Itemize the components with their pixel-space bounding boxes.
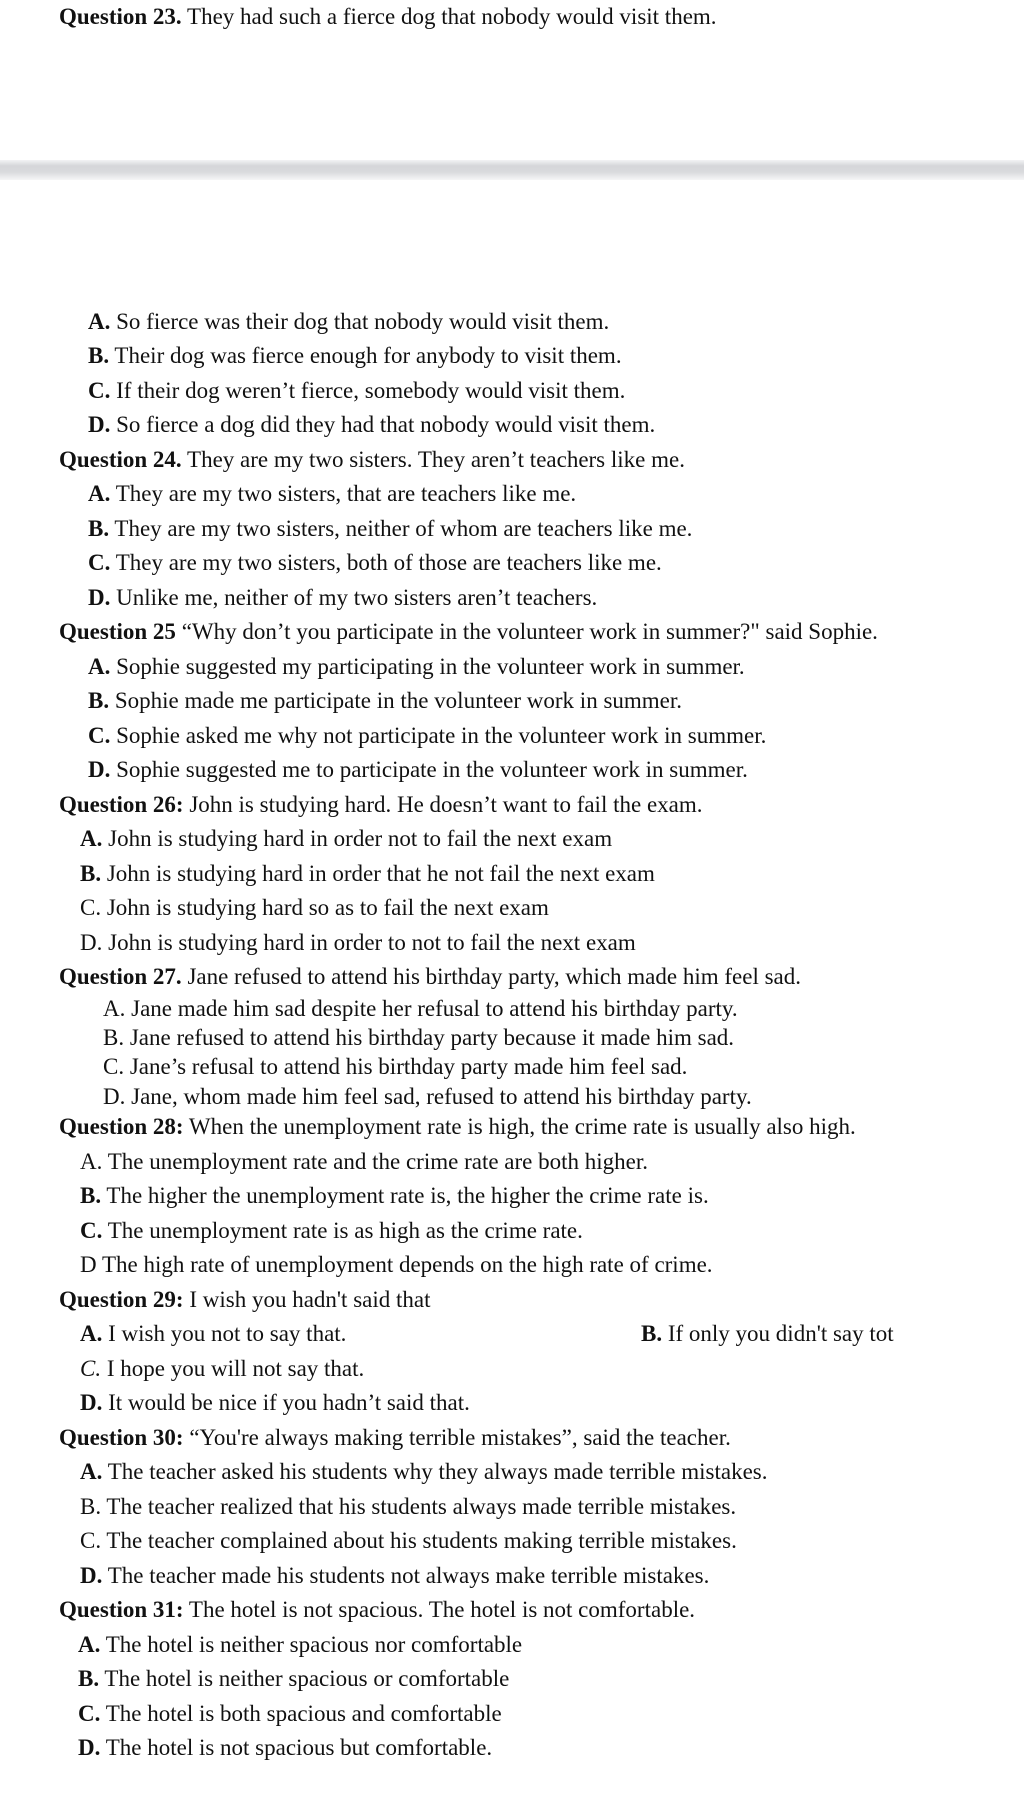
question-23 <box>59 0 717 35</box>
question-text: John is studying hard. He doesn’t want to fail the exam. <box>183 792 703 817</box>
q26-option-c <box>80 891 549 926</box>
option-text: If their dog weren’t fierce, somebody would visit them. <box>110 378 626 403</box>
option-letter: A. <box>78 1632 101 1657</box>
q31-option-c <box>78 1697 502 1732</box>
q29-option-b <box>641 1317 894 1352</box>
option-letter: C. <box>80 895 102 920</box>
question-text: They are my two sisters. They aren’t teachers like me. <box>181 447 685 472</box>
question-label: Question 25 <box>59 619 176 644</box>
q31-option-b <box>78 1662 509 1697</box>
option-letter: B. <box>80 861 102 886</box>
option-letter: D. <box>80 1563 103 1588</box>
option-letter: C. <box>88 378 111 403</box>
option-text: Jane refused to attend his birthday party because it made him sad. <box>124 1025 735 1050</box>
option-text: Their dog was fierce enough for anybody to visit them. <box>109 343 622 368</box>
option-text: The teacher realized that his students always made terrible mistakes. <box>101 1494 737 1519</box>
q24-option-a <box>88 477 576 512</box>
q26-option-b <box>80 857 655 892</box>
q29-option-c <box>80 1352 364 1387</box>
q23-option-a <box>88 305 609 340</box>
question-label: Question 31: <box>59 1597 184 1622</box>
q25-option-d <box>88 753 748 788</box>
option-letter: D. <box>88 757 111 782</box>
q24-option-c <box>88 546 662 581</box>
q25-option-b <box>88 684 682 719</box>
option-text: So fierce was their dog that nobody would visit them. <box>110 309 610 334</box>
option-letter: D. <box>80 1390 103 1415</box>
question-label: Question 27. <box>59 964 182 989</box>
option-letter: D. <box>103 1084 126 1109</box>
option-text: So fierce a dog did they had that nobody would visit them. <box>110 412 656 437</box>
option-text: The unemployment rate and the crime rate are both higher. <box>102 1149 648 1174</box>
question-label: Question 28: <box>59 1114 184 1139</box>
option-text: The hotel is neither spacious nor comfortable <box>100 1632 523 1657</box>
option-text: The teacher asked his students why they always made terrible mistakes. <box>102 1459 768 1484</box>
option-letter: A. <box>80 1459 103 1484</box>
option-text: The teacher made his students not always make terrible mistakes. <box>102 1563 710 1588</box>
q26-option-d <box>80 926 636 961</box>
option-letter: B. <box>88 688 110 713</box>
q23-option-c <box>88 374 625 409</box>
q30-option-d <box>80 1559 709 1594</box>
q31-option-d <box>78 1731 492 1766</box>
option-letter: A. <box>88 309 111 334</box>
question-text: Jane refused to attend his birthday party, which made him feel sad. <box>181 964 802 989</box>
option-text: Unlike me, neither of my two sisters aren’t teachers. <box>110 585 598 610</box>
question-25 <box>59 615 878 650</box>
option-letter: C. <box>88 550 111 575</box>
option-text: John is studying hard in order not to fail the next exam <box>102 826 613 851</box>
option-letter: D. <box>88 585 111 610</box>
option-letter: C. <box>80 1218 103 1243</box>
question-text: “You're always making terrible mistakes”, said the teacher. <box>183 1425 731 1450</box>
option-text: The high rate of unemployment depends on the high rate of crime. <box>96 1252 713 1277</box>
question-text: When the unemployment rate is high, the crime rate is usually also high. <box>183 1114 856 1139</box>
option-letter: A. <box>80 1321 103 1346</box>
q30-option-c <box>80 1524 737 1559</box>
option-letter: D. <box>88 412 111 437</box>
option-text: I hope you will not say that. <box>101 1356 365 1381</box>
option-text: John is studying hard in order that he not fail the next exam <box>101 861 655 886</box>
option-text: If only you didn't say tot <box>662 1321 894 1346</box>
question-28 <box>59 1110 856 1145</box>
q25-option-a <box>88 650 745 685</box>
option-text: Jane, whom made him feel sad, refused to attend his birthday party. <box>125 1084 752 1109</box>
option-letter: D. <box>78 1735 101 1760</box>
option-letter: A. <box>103 996 126 1021</box>
question-27 <box>59 960 801 995</box>
question-29 <box>59 1283 430 1318</box>
option-text: The teacher complained about his students making terrible mistakes. <box>101 1528 737 1553</box>
question-31 <box>59 1593 695 1628</box>
option-letter: B. <box>78 1666 100 1691</box>
question-label: Question 26: <box>59 792 184 817</box>
option-text: I wish you not to say that. <box>102 1321 347 1346</box>
option-text: John is studying hard in order to not to fail the next exam <box>102 930 636 955</box>
option-text: Jane’s refusal to attend his birthday party made him feel sad. <box>124 1054 688 1079</box>
option-text: Sophie suggested me to participate in the volunteer work in summer. <box>110 757 748 782</box>
option-letter: C. <box>103 1054 125 1079</box>
question-label: Question 24. <box>59 447 182 472</box>
q23-option-d <box>88 408 655 443</box>
option-text: They are my two sisters, neither of whom are teachers like me. <box>109 516 693 541</box>
option-text: Sophie asked me why not participate in the volunteer work in summer. <box>110 723 767 748</box>
question-text: They had such a fierce dog that nobody would visit them. <box>181 4 717 29</box>
q29-option-a <box>80 1317 346 1352</box>
q24-option-b <box>88 512 692 547</box>
option-letter: C. <box>88 723 111 748</box>
option-letter: C. <box>80 1356 102 1381</box>
option-text: The unemployment rate is as high as the crime rate. <box>102 1218 583 1243</box>
option-letter: B. <box>88 516 110 541</box>
option-text: The hotel is not spacious but comfortable. <box>100 1735 493 1760</box>
option-letter: A. <box>88 654 111 679</box>
option-letter: B. <box>80 1183 102 1208</box>
option-text: Sophie made me participate in the volunteer work in summer. <box>109 688 683 713</box>
question-label: Question 29: <box>59 1287 184 1312</box>
option-letter: D. <box>80 930 103 955</box>
page-divider <box>0 160 1024 180</box>
option-letter: D <box>80 1252 97 1277</box>
option-text: Sophie suggested my participating in the volunteer work in summer. <box>110 654 745 679</box>
option-text: They are my two sisters, both of those are teachers like me. <box>110 550 662 575</box>
option-text: The hotel is both spacious and comfortable <box>100 1701 502 1726</box>
q28-option-b <box>80 1179 709 1214</box>
option-letter: B. <box>103 1025 125 1050</box>
option-text: John is studying hard so as to fail the next exam <box>101 895 549 920</box>
question-24 <box>59 443 685 478</box>
q30-option-b <box>80 1490 736 1525</box>
option-letter: B. <box>80 1494 102 1519</box>
q28-option-d <box>80 1248 713 1283</box>
option-text: The higher the unemployment rate is, the higher the crime rate is. <box>101 1183 709 1208</box>
option-letter: C. <box>78 1701 101 1726</box>
option-text: The hotel is neither spacious or comfortable <box>99 1666 510 1691</box>
q28-option-c <box>80 1214 583 1249</box>
question-label: Question 23. <box>59 4 182 29</box>
option-text: Jane made him sad despite her refusal to attend his birthday party. <box>125 996 738 1021</box>
q31-option-a <box>78 1628 522 1663</box>
option-letter: C. <box>80 1528 102 1553</box>
option-letter: A. <box>80 826 103 851</box>
q24-option-d <box>88 581 597 616</box>
question-30 <box>59 1421 731 1456</box>
option-text: They are my two sisters, that are teachers like me. <box>110 481 577 506</box>
q26-option-a <box>80 822 612 857</box>
option-letter: B. <box>641 1321 663 1346</box>
question-label: Question 30: <box>59 1425 184 1450</box>
q29-option-d <box>80 1386 470 1421</box>
question-26 <box>59 788 703 823</box>
option-letter: A. <box>88 481 111 506</box>
question-text: I wish you hadn't said that <box>183 1287 431 1312</box>
option-letter: B. <box>88 343 110 368</box>
question-text: “Why don’t you participate in the volunteer work in summer?" said Sophie. <box>175 619 878 644</box>
option-letter: A. <box>80 1149 103 1174</box>
q25-option-c <box>88 719 766 754</box>
q30-option-a <box>80 1455 767 1490</box>
option-text: It would be nice if you hadn’t said that. <box>102 1390 470 1415</box>
question-text: The hotel is not spacious. The hotel is not comfortable. <box>183 1597 696 1622</box>
q28-option-a <box>80 1145 648 1180</box>
q23-option-b <box>88 339 622 374</box>
